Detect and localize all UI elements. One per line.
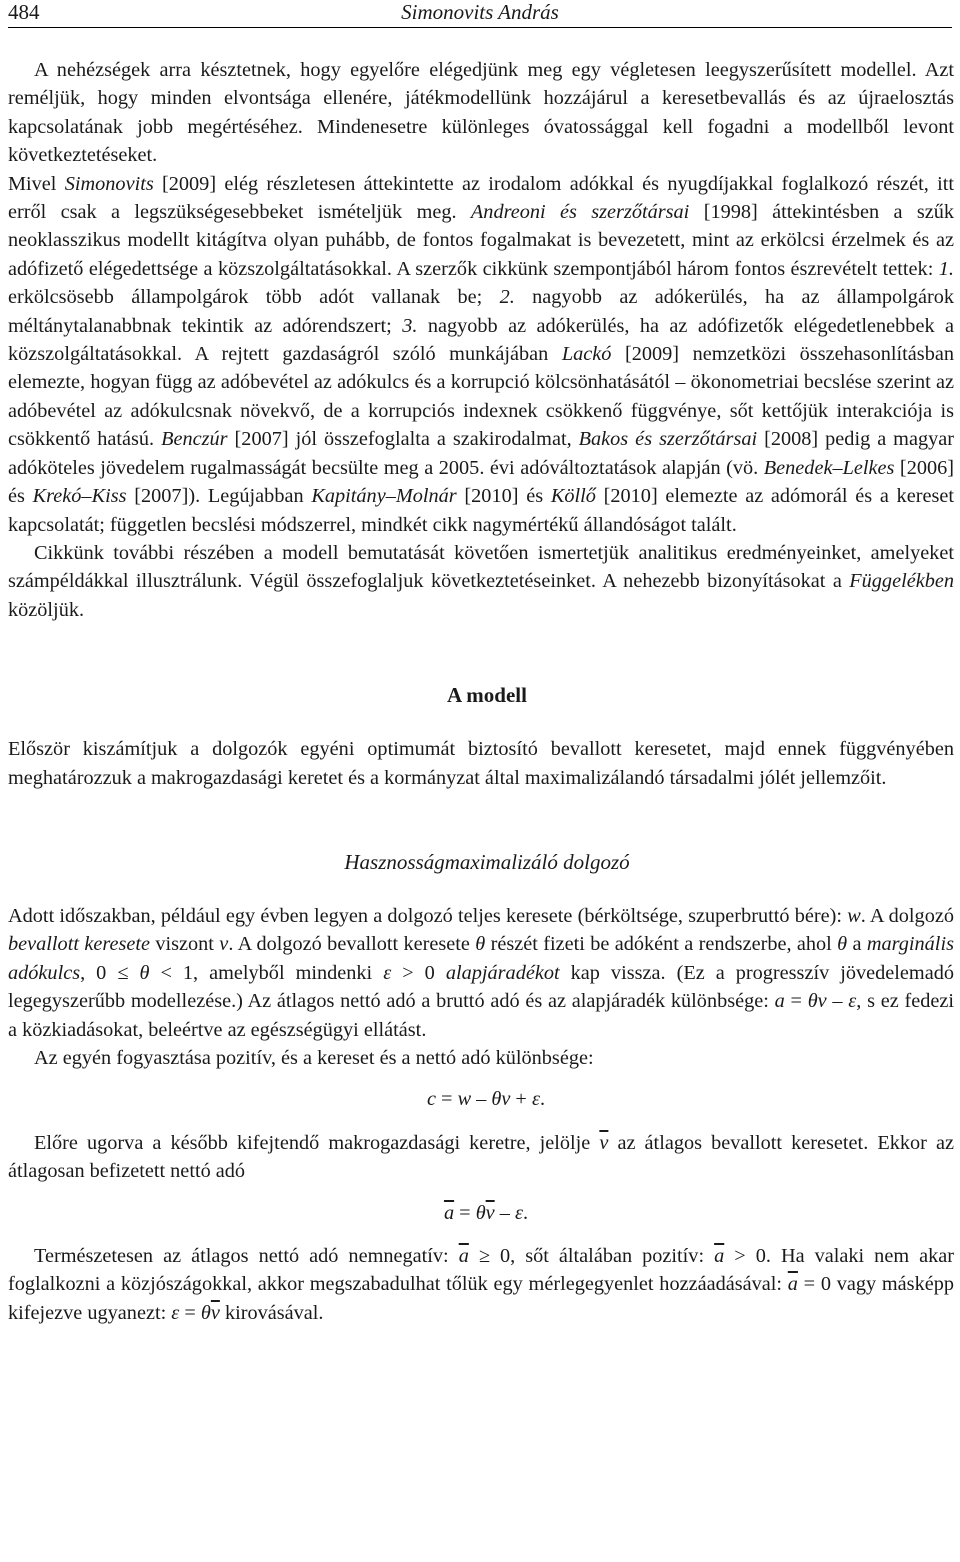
subsection-paragraph-1: Adott időszakban, például egy évben legyen a dolgozó teljes keresete (bérköltsége, szuperbruttó bére): w. A dolgozó bevallott keresete viszont v. A dolgozó bevallott keresete θ részét fizeti be adóként a rendszerbe, ahol θ a marginális adókulcs, 0 ≤ θ < 1, amelyből mindenki ε > 0 alapjáradékot kap vissza. (Ez a progresszív jövedelemadó legegyszerűbb modellezése.) Az átlagos nettó adó a bruttó adó és az alapjáradék különbsége: a = θv – ε, s ez fedezi a közkiadásokat, beleértve az egészségügyi ellátást. [8, 904, 954, 1041]
subsection-paragraph-4: Természetesen az átlagos nettó adó nemnegatív: $\overline{a} \ge 0$, sőt általában pozitív: $\overline{a} > 0$. Ha valaki nem akar foglalkozni a közjószágokkal, akkor megszabadulhat tőlük egy mérlegegyenlet hozzáadásával: $\overline{a} = 0$ vagy másképp kifejezve ugyanezt: $\varepsilon = \theta\overline{v}$ kirovásával. [8, 1245, 955, 1324]
intro-paragraph-3: Cikkünk további részében a modell bemutatását követően ismertetjük analitikus eredményeinket, amelyeket számpéldákkal illusztrálunk. Végül összefoglaljuk következtetéseinket. A nehezebb bizonyításokat a Függelékben közöljük. [8, 541, 954, 621]
page-number: 484 [8, 0, 40, 24]
citation: Benczúr [161, 428, 228, 451]
running-title: Simonovits András [401, 0, 559, 24]
citation: Benedek–Lelkes [763, 456, 895, 479]
citation: Krekó–Kiss [32, 485, 127, 508]
equation-consumption: c = w – θv + ε. [426, 1088, 546, 1111]
subsection-paragraph-2: Az egyén fogyasztása pozitív, és a kereset és a nettó adó különbsége: [34, 1046, 594, 1069]
citation: Bakos és szerzőtársai [578, 428, 758, 451]
citation: Kapitány–Molnár [311, 485, 457, 508]
intro-paragraph-2: Mivel Simonovits [2009] elég részletesen áttekintette az irodalom adókkal és nyugdíjakkal foglalkozó részét, itt erről csak a legszükségesebbeket ismételjük meg. Andreoni és szerzőtársai [1998] áttekintésben a szűk neoklasszikus modellt kitágítva olyan puhább, de fontos fogalmakat is bevezetett, mint az erkölcsi érzelmek és az adófizető elégedettsége a közszolgáltatásokkal. A szerzők cikkünk szempontjából három fontos észrevételt tettek: 1. erkölcsösebb állampolgárok több adót vallanak be; 2. nagyobb az adókerülés, ha az állampolgárok méltánytalanabbnak tekintik az adórendszert; 3. nagyobb az adókerülés, ha az adófizetők elégedetlenebbek a közszolgáltatásokkal. A rejtett gazdaságról szóló munkájában Lackó [2009] nemzetközi összehasonlításban elemezte, hogyan függ az adóbevétel az adókulcs és a korrupció kölcsönhatásától – ökonometriai becslése szerint az adóbevétel az adókulcsnak növekvő, de a korrupciós indexnek csökkenő függvénye, sőt kettőjük interakciója is csökkentő hatású. Benczúr [2007] jól összefoglalta a szakirodalmat, Bakos és szerzőtársai [2008] pedig a magyar adóköteles jövedelem rugalmasságát becsülte meg a 2005. évi adóváltoztatások alapján (vö. Benedek–Lelkes [2006] és Krekó–Kiss [2007]). Legújabban Kapitány–Molnár [2010] és Köllő [2010] elemezte az adómorál és a kereset kapcsolatát; független becslési módszerrel, mindkét cikk nagymértékű állandóságot talált. [8, 172, 955, 536]
article-body [8, 56, 954, 1327]
section-paragraph-1: Először kiszámítjuk a dolgozók egyéni optimumát biztosító bevallott keresetet, majd ennek függvényében meghatározzuk a makrogazdasági keretet és a kormányzat által maximalizálandó társadalmi jólét jellemzőit. [8, 738, 954, 789]
citation: Andreoni és szerzőtársai [470, 201, 690, 224]
intro-paragraph-1: A nehézségek arra késztetnek, hogy egyelőre elégedjünk meg egy végletesen leegyszerűsített modellel. Azt reméljük, hogy minden elvontsága ellenére, játékmodellünk hozzájárul a keresetbevallás és az újraelosztás kapcsolatának jobb megértéséhez. Mindenesetre különleges óvatossággal kell fogadni a modellből levont következtetéseket. [8, 59, 954, 167]
citation: Lackó [561, 343, 612, 366]
citation: Simonovits [64, 172, 154, 195]
running-header [8, 0, 952, 28]
subsection-paragraph-3: Előre ugorva a később kifejtendő makrogazdasági keretre, jelölje $\overline{v}$ az átlagos bevallott keresetet. Ekkor az átlagosan befizetett nettó adó [8, 1131, 954, 1183]
equation-average-net-tax: $\overline{a} = \theta\overline{v} - \varepsilon$. [443, 1201, 529, 1224]
subsection-title: Hasznosságmaximalizáló dolgozó [344, 849, 630, 874]
citation: Köllő [550, 485, 596, 508]
section-title: A modell [447, 683, 527, 708]
header-rule [8, 27, 952, 28]
